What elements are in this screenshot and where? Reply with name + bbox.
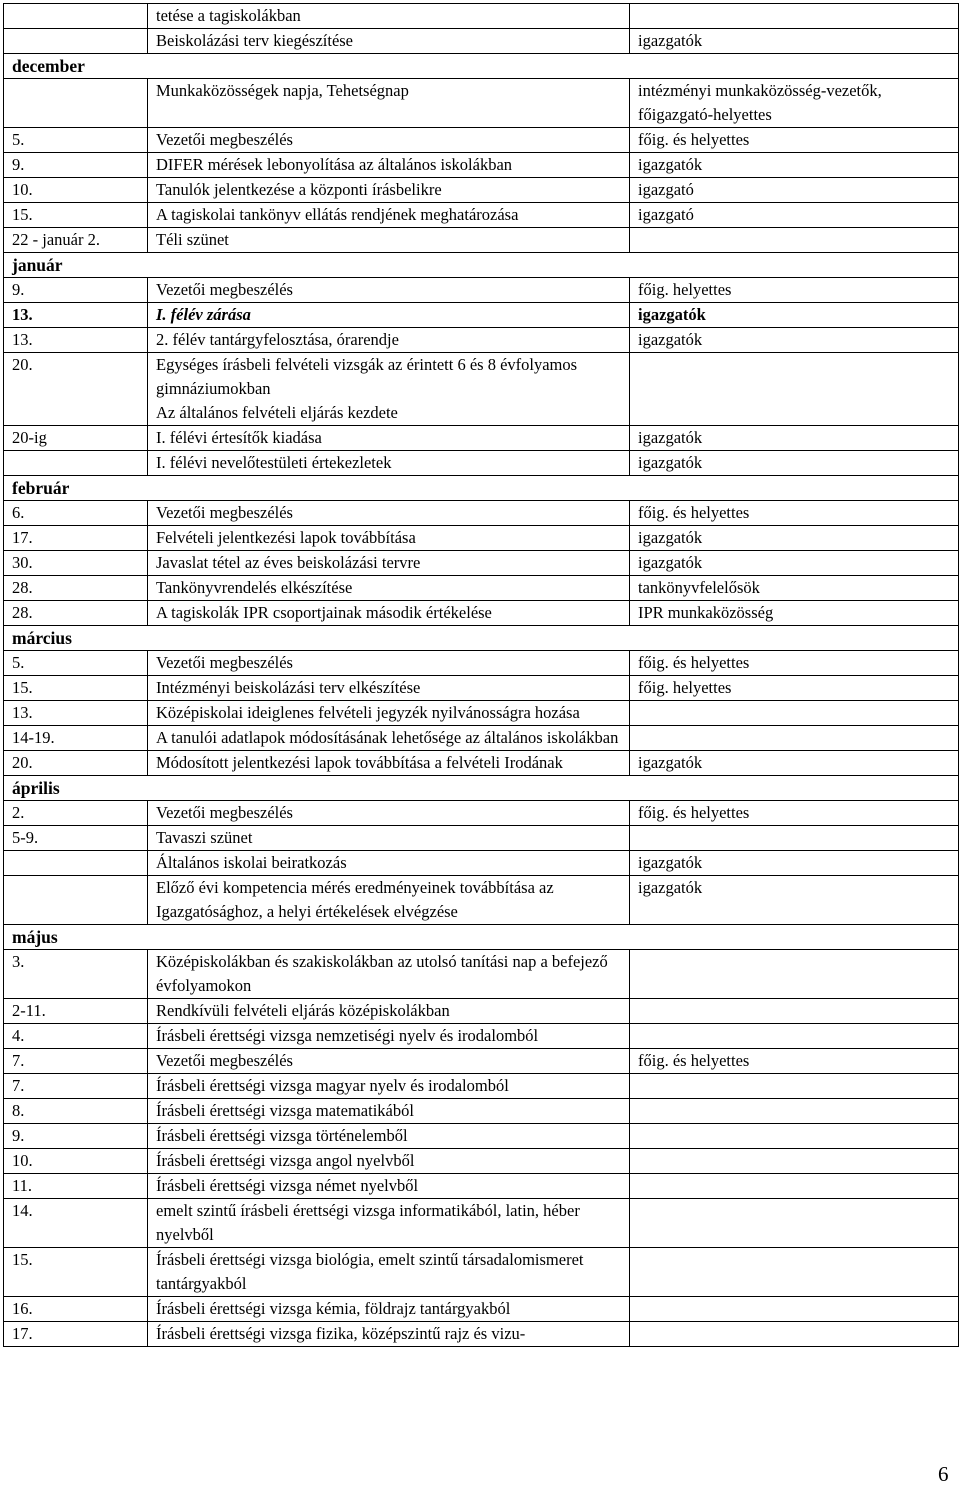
- event-cell: [148, 726, 630, 751]
- date-cell: [4, 178, 148, 203]
- date-cell-text: 9.: [12, 155, 25, 174]
- owner-cell: [630, 178, 959, 203]
- event-cell: [148, 153, 630, 178]
- owner-cell: [630, 303, 959, 328]
- owner-cell: [630, 79, 959, 128]
- date-cell: [4, 751, 148, 776]
- event-cell: [148, 1024, 630, 1049]
- month-label: április: [4, 776, 959, 801]
- date-cell-text: 28.: [12, 603, 33, 622]
- event-cell: [148, 4, 630, 29]
- owner-cell: [630, 451, 959, 476]
- date-cell: [4, 676, 148, 701]
- owner-cell: [630, 801, 959, 826]
- table-row: [4, 676, 959, 701]
- event-cell-text: Vezetői megbeszélés: [156, 280, 293, 299]
- owner-cell: [630, 701, 959, 726]
- table-row: [4, 4, 959, 29]
- event-cell: [148, 451, 630, 476]
- date-cell-text: 28.: [12, 578, 33, 597]
- event-cell: [148, 950, 630, 999]
- date-cell-text: 20-ig: [12, 428, 47, 447]
- date-cell-text: 4.: [12, 1026, 25, 1045]
- date-cell: [4, 576, 148, 601]
- event-cell: [148, 676, 630, 701]
- owner-cell: [630, 278, 959, 303]
- owner-cell-text: igazgató: [638, 205, 694, 224]
- date-cell-text: 20.: [12, 355, 33, 374]
- date-cell-text: 13.: [12, 703, 33, 722]
- table-row: [4, 1074, 959, 1099]
- owner-cell: [630, 228, 959, 253]
- table-row: [4, 601, 959, 626]
- date-cell: [4, 726, 148, 751]
- date-cell-text: 5.: [12, 130, 25, 149]
- event-cell-text: Középiskolai ideiglenes felvételi jegyzék nyilvánosságra hozása: [156, 703, 580, 722]
- table-row: [4, 999, 959, 1024]
- owner-cell-text: főig. és helyettes: [638, 130, 750, 149]
- owner-cell: [630, 1074, 959, 1099]
- owner-cell-text: IPR munkaközösség: [638, 603, 774, 622]
- owner-cell: [630, 203, 959, 228]
- event-cell-text: Intézményi beiskolázási terv elkészítése: [156, 678, 421, 697]
- owner-cell: [630, 1149, 959, 1174]
- date-cell-text: 2.: [12, 803, 25, 822]
- table-row: [4, 1149, 959, 1174]
- event-cell-text: Vezetői megbeszélés: [156, 1051, 293, 1070]
- date-cell: [4, 1149, 148, 1174]
- event-cell-text: Írásbeli érettségi vizsga nemzetiségi nyelv és irodalomból: [156, 1026, 539, 1045]
- date-cell: [4, 153, 148, 178]
- owner-cell: [630, 950, 959, 999]
- owner-cell: [630, 526, 959, 551]
- month-header-row: [4, 476, 959, 501]
- owner-cell-text: igazgatók: [638, 453, 703, 472]
- event-cell-text: A tanulói adatlapok módosításának lehetősége az általános iskolákban: [156, 728, 619, 747]
- event-cell: [148, 701, 630, 726]
- date-cell-text: 5.: [12, 653, 25, 672]
- owner-cell: [630, 328, 959, 353]
- event-cell: [148, 1248, 630, 1297]
- table-row: [4, 1024, 959, 1049]
- date-cell: [4, 328, 148, 353]
- date-cell-text: 3.: [12, 952, 25, 971]
- table-row: [4, 950, 959, 999]
- date-cell: [4, 228, 148, 253]
- event-cell: [148, 278, 630, 303]
- date-cell: [4, 1297, 148, 1322]
- owner-cell-text: igazgatók: [638, 305, 706, 324]
- table-row: [4, 651, 959, 676]
- event-cell-text: I. félév zárása: [156, 305, 251, 324]
- owner-cell: [630, 726, 959, 751]
- table-row: [4, 451, 959, 476]
- event-cell-text: Tavaszi szünet: [156, 828, 253, 847]
- date-cell-text: 14.: [12, 1201, 33, 1220]
- event-cell-text: Felvételi jelentkezési lapok továbbítása: [156, 528, 416, 547]
- owner-cell-text: igazgatók: [638, 853, 703, 872]
- event-cell: [148, 651, 630, 676]
- event-cell-text: Vezetői megbeszélés: [156, 653, 293, 672]
- owner-cell-text: igazgatók: [638, 753, 703, 772]
- event-cell: [148, 751, 630, 776]
- event-cell-text: Tanulók jelentkezése a központi írásbelikre: [156, 180, 442, 199]
- owner-cell: [630, 1049, 959, 1074]
- month-header-row: [4, 925, 959, 950]
- owner-cell: [630, 1124, 959, 1149]
- owner-cell-text: igazgatók: [638, 428, 703, 447]
- owner-cell: [630, 851, 959, 876]
- event-cell-text: Írásbeli érettségi vizsga kémia, földrajz tantárgyakból: [156, 1299, 511, 1318]
- table-row: [4, 29, 959, 54]
- table-row: [4, 751, 959, 776]
- table-row: [4, 551, 959, 576]
- date-cell-text: 2-11.: [12, 1001, 46, 1020]
- table-row: [4, 876, 959, 925]
- table-row: [4, 501, 959, 526]
- event-cell: [148, 29, 630, 54]
- date-cell: [4, 950, 148, 999]
- event-cell-text: Vezetői megbeszélés: [156, 130, 293, 149]
- page-number: 6: [938, 1462, 949, 1486]
- table-row: [4, 1099, 959, 1124]
- date-cell-text: 9.: [12, 280, 25, 299]
- event-cell: [148, 551, 630, 576]
- event-cell: [148, 876, 630, 925]
- owner-cell: [630, 551, 959, 576]
- event-cell: [148, 601, 630, 626]
- event-cell-text: A tagiskolai tankönyv ellátás rendjének meghatározása: [156, 205, 519, 224]
- event-cell: [148, 801, 630, 826]
- event-cell: [148, 353, 630, 426]
- table-row: [4, 726, 959, 751]
- date-cell: [4, 826, 148, 851]
- event-cell-text: DIFER mérések lebonyolítása az általános iskolákban: [156, 155, 513, 174]
- date-cell: [4, 4, 148, 29]
- date-cell: [4, 1199, 148, 1248]
- event-cell: [148, 576, 630, 601]
- owner-cell-text: igazgatók: [638, 553, 703, 572]
- date-cell-text: 30.: [12, 553, 33, 572]
- table-row: [4, 353, 959, 426]
- date-cell-text: 15.: [12, 1250, 33, 1269]
- owner-cell: [630, 153, 959, 178]
- owner-cell: [630, 601, 959, 626]
- event-cell-text: tetése a tagiskolákban: [156, 6, 301, 25]
- owner-cell: [630, 876, 959, 925]
- date-cell-text: 20.: [12, 753, 33, 772]
- event-cell-text: A tagiskolák IPR csoportjainak második értékelése: [156, 603, 492, 622]
- event-cell-text: Írásbeli érettségi vizsga német nyelvből: [156, 1176, 419, 1195]
- event-cell: [148, 1322, 630, 1347]
- table-row: [4, 426, 959, 451]
- date-cell: [4, 1124, 148, 1149]
- date-cell: [4, 1174, 148, 1199]
- schedule-table: [3, 3, 959, 1347]
- date-cell-text: 15.: [12, 205, 33, 224]
- date-cell: [4, 876, 148, 925]
- table-row: [4, 228, 959, 253]
- event-cell: [148, 526, 630, 551]
- table-row: [4, 128, 959, 153]
- date-cell: [4, 1074, 148, 1099]
- month-label: január: [4, 253, 959, 278]
- event-cell: [148, 826, 630, 851]
- owner-cell-text: tankönyvfelelősök: [638, 578, 760, 597]
- event-cell: [148, 203, 630, 228]
- owner-cell-text: intézményi munkaközösség-vezetők, főigazgató-helyettes: [638, 81, 882, 124]
- table-row: [4, 178, 959, 203]
- event-cell: [148, 128, 630, 153]
- owner-cell: [630, 676, 959, 701]
- event-cell-text: Téli szünet: [156, 230, 229, 249]
- owner-cell-text: főig. és helyettes: [638, 503, 750, 522]
- month-header-row: [4, 54, 959, 79]
- owner-cell-text: főig. helyettes: [638, 678, 732, 697]
- owner-cell: [630, 1099, 959, 1124]
- date-cell-text: 13.: [12, 305, 33, 324]
- event-cell-text: Vezetői megbeszélés: [156, 803, 293, 822]
- owner-cell-text: igazgatók: [638, 155, 703, 174]
- date-cell: [4, 601, 148, 626]
- date-cell: [4, 801, 148, 826]
- event-cell: [148, 1297, 630, 1322]
- table-row: [4, 153, 959, 178]
- date-cell: [4, 79, 148, 128]
- date-cell-text: 5-9.: [12, 828, 39, 847]
- event-cell-text: Középiskolákban és szakiskolákban az utolsó tanítási nap a befejező évfolyamokon: [156, 952, 608, 995]
- month-label: február: [4, 476, 959, 501]
- event-cell: [148, 1049, 630, 1074]
- table-row: [4, 328, 959, 353]
- event-cell-text: Vezetői megbeszélés: [156, 503, 293, 522]
- table-row: [4, 303, 959, 328]
- owner-cell: [630, 128, 959, 153]
- event-cell: [148, 1199, 630, 1248]
- owner-cell-text: főig. és helyettes: [638, 1051, 750, 1070]
- event-cell-text: 2. félév tantárgyfelosztása, órarendje: [156, 330, 399, 349]
- event-cell-text: Írásbeli érettségi vizsga történelemből: [156, 1126, 408, 1145]
- month-header-row: [4, 776, 959, 801]
- date-cell-text: 17.: [12, 1324, 33, 1343]
- event-cell: [148, 1074, 630, 1099]
- event-cell: [148, 1149, 630, 1174]
- table-row: [4, 203, 959, 228]
- event-cell-text: Írásbeli érettségi vizsga fizika, középszintű rajz és vizu-: [156, 1324, 526, 1343]
- table-row: [4, 801, 959, 826]
- schedule-body: [4, 4, 959, 1347]
- date-cell: [4, 851, 148, 876]
- owner-cell-text: főig. helyettes: [638, 280, 732, 299]
- event-cell-text: Tankönyvrendelés elkészítése: [156, 578, 353, 597]
- date-cell: [4, 1322, 148, 1347]
- date-cell: [4, 501, 148, 526]
- owner-cell: [630, 501, 959, 526]
- date-cell-text: 17.: [12, 528, 33, 547]
- owner-cell-text: igazgató: [638, 180, 694, 199]
- event-cell: [148, 328, 630, 353]
- date-cell-text: 9.: [12, 1126, 25, 1145]
- date-cell-text: 8.: [12, 1101, 25, 1120]
- event-cell: [148, 501, 630, 526]
- date-cell: [4, 551, 148, 576]
- event-cell-text: Munkaközösségek napja, Tehetségnap: [156, 81, 409, 100]
- date-cell: [4, 203, 148, 228]
- date-cell-text: 6.: [12, 503, 25, 522]
- table-row: [4, 1248, 959, 1297]
- event-cell-text: Rendkívüli felvételi eljárás középiskolákban: [156, 1001, 450, 1020]
- date-cell-text: 10.: [12, 180, 33, 199]
- event-cell: [148, 426, 630, 451]
- event-cell-text: Írásbeli érettségi vizsga biológia, emelt szintű társadalomismeret tantárgyakból: [156, 1250, 584, 1293]
- date-cell-text: 10.: [12, 1151, 33, 1170]
- event-cell-text: Beiskolázási terv kiegészítése: [156, 31, 354, 50]
- owner-cell: [630, 1199, 959, 1248]
- owner-cell-text: főig. és helyettes: [638, 653, 750, 672]
- event-cell-text: I. félévi értesítők kiadása: [156, 428, 322, 447]
- month-label: március: [4, 626, 959, 651]
- date-cell: [4, 353, 148, 426]
- owner-cell: [630, 1322, 959, 1347]
- date-cell-text: 22 - január 2.: [12, 230, 100, 249]
- event-cell: [148, 999, 630, 1024]
- date-cell: [4, 128, 148, 153]
- table-row: [4, 1297, 959, 1322]
- event-cell-text: Javaslat tétel az éves beiskolázási tervre: [156, 553, 421, 572]
- month-header-row: [4, 626, 959, 651]
- owner-cell: [630, 29, 959, 54]
- event-cell: [148, 1124, 630, 1149]
- date-cell-text: 14-19.: [12, 728, 55, 747]
- owner-cell: [630, 426, 959, 451]
- owner-cell: [630, 576, 959, 601]
- event-cell-text: Írásbeli érettségi vizsga angol nyelvből: [156, 1151, 415, 1170]
- table-row: [4, 1199, 959, 1248]
- owner-cell: [630, 651, 959, 676]
- table-row: [4, 526, 959, 551]
- table-row: [4, 1049, 959, 1074]
- owner-cell: [630, 353, 959, 426]
- owner-cell: [630, 1297, 959, 1322]
- month-label: december: [4, 54, 959, 79]
- table-row: [4, 851, 959, 876]
- owner-cell-text: igazgatók: [638, 31, 703, 50]
- date-cell: [4, 526, 148, 551]
- event-cell: [148, 303, 630, 328]
- event-cell: [148, 1174, 630, 1199]
- event-cell-text: Írásbeli érettségi vizsga matematikából: [156, 1101, 414, 1120]
- table-row: [4, 576, 959, 601]
- table-row: [4, 826, 959, 851]
- month-label: május: [4, 925, 959, 950]
- date-cell-text: 7.: [12, 1051, 25, 1070]
- date-cell: [4, 451, 148, 476]
- owner-cell: [630, 751, 959, 776]
- owner-cell-text: igazgatók: [638, 330, 703, 349]
- date-cell: [4, 426, 148, 451]
- owner-cell: [630, 999, 959, 1024]
- table-row: [4, 278, 959, 303]
- owner-cell-text: főig. és helyettes: [638, 803, 750, 822]
- event-cell-text: I. félévi nevelőtestületi értekezletek: [156, 453, 392, 472]
- owner-cell-text: igazgatók: [638, 528, 703, 547]
- month-header-row: [4, 253, 959, 278]
- date-cell: [4, 1099, 148, 1124]
- owner-cell: [630, 1024, 959, 1049]
- date-cell: [4, 1049, 148, 1074]
- date-cell-text: 16.: [12, 1299, 33, 1318]
- event-cell-text: Előző évi kompetencia mérés eredményeinek továbbítása az Igazgatósághoz, a helyi értékelések elvégzése: [156, 878, 554, 921]
- date-cell: [4, 303, 148, 328]
- event-cell-text: Egységes írásbeli felvételi vizsgák az érintett 6 és 8 évfolyamos gimnáziumokban Az általános felvételi eljárás kezdete: [156, 355, 578, 422]
- date-cell: [4, 651, 148, 676]
- event-cell-text: Írásbeli érettségi vizsga magyar nyelv és irodalomból: [156, 1076, 509, 1095]
- event-cell: [148, 79, 630, 128]
- table-row: [4, 701, 959, 726]
- date-cell-text: 15.: [12, 678, 33, 697]
- date-cell-text: 7.: [12, 1076, 25, 1095]
- event-cell: [148, 851, 630, 876]
- table-row: [4, 1322, 959, 1347]
- owner-cell: [630, 1174, 959, 1199]
- date-cell: [4, 29, 148, 54]
- event-cell-text: emelt szintű írásbeli érettségi vizsga informatikából, latin, héber nyelvből: [156, 1201, 580, 1244]
- date-cell: [4, 278, 148, 303]
- date-cell-text: 11.: [12, 1176, 33, 1195]
- table-row: [4, 1174, 959, 1199]
- owner-cell: [630, 1248, 959, 1297]
- date-cell: [4, 999, 148, 1024]
- event-cell: [148, 178, 630, 203]
- table-row: [4, 1124, 959, 1149]
- event-cell-text: Módosított jelentkezési lapok továbbítása a felvételi Irodának: [156, 753, 563, 772]
- date-cell: [4, 701, 148, 726]
- event-cell: [148, 228, 630, 253]
- owner-cell: [630, 826, 959, 851]
- date-cell: [4, 1024, 148, 1049]
- date-cell: [4, 1248, 148, 1297]
- owner-cell-text: igazgatók: [638, 878, 703, 897]
- owner-cell: [630, 4, 959, 29]
- date-cell-text: 13.: [12, 330, 33, 349]
- event-cell-text: Általános iskolai beiratkozás: [156, 853, 347, 872]
- event-cell: [148, 1099, 630, 1124]
- table-row: [4, 79, 959, 128]
